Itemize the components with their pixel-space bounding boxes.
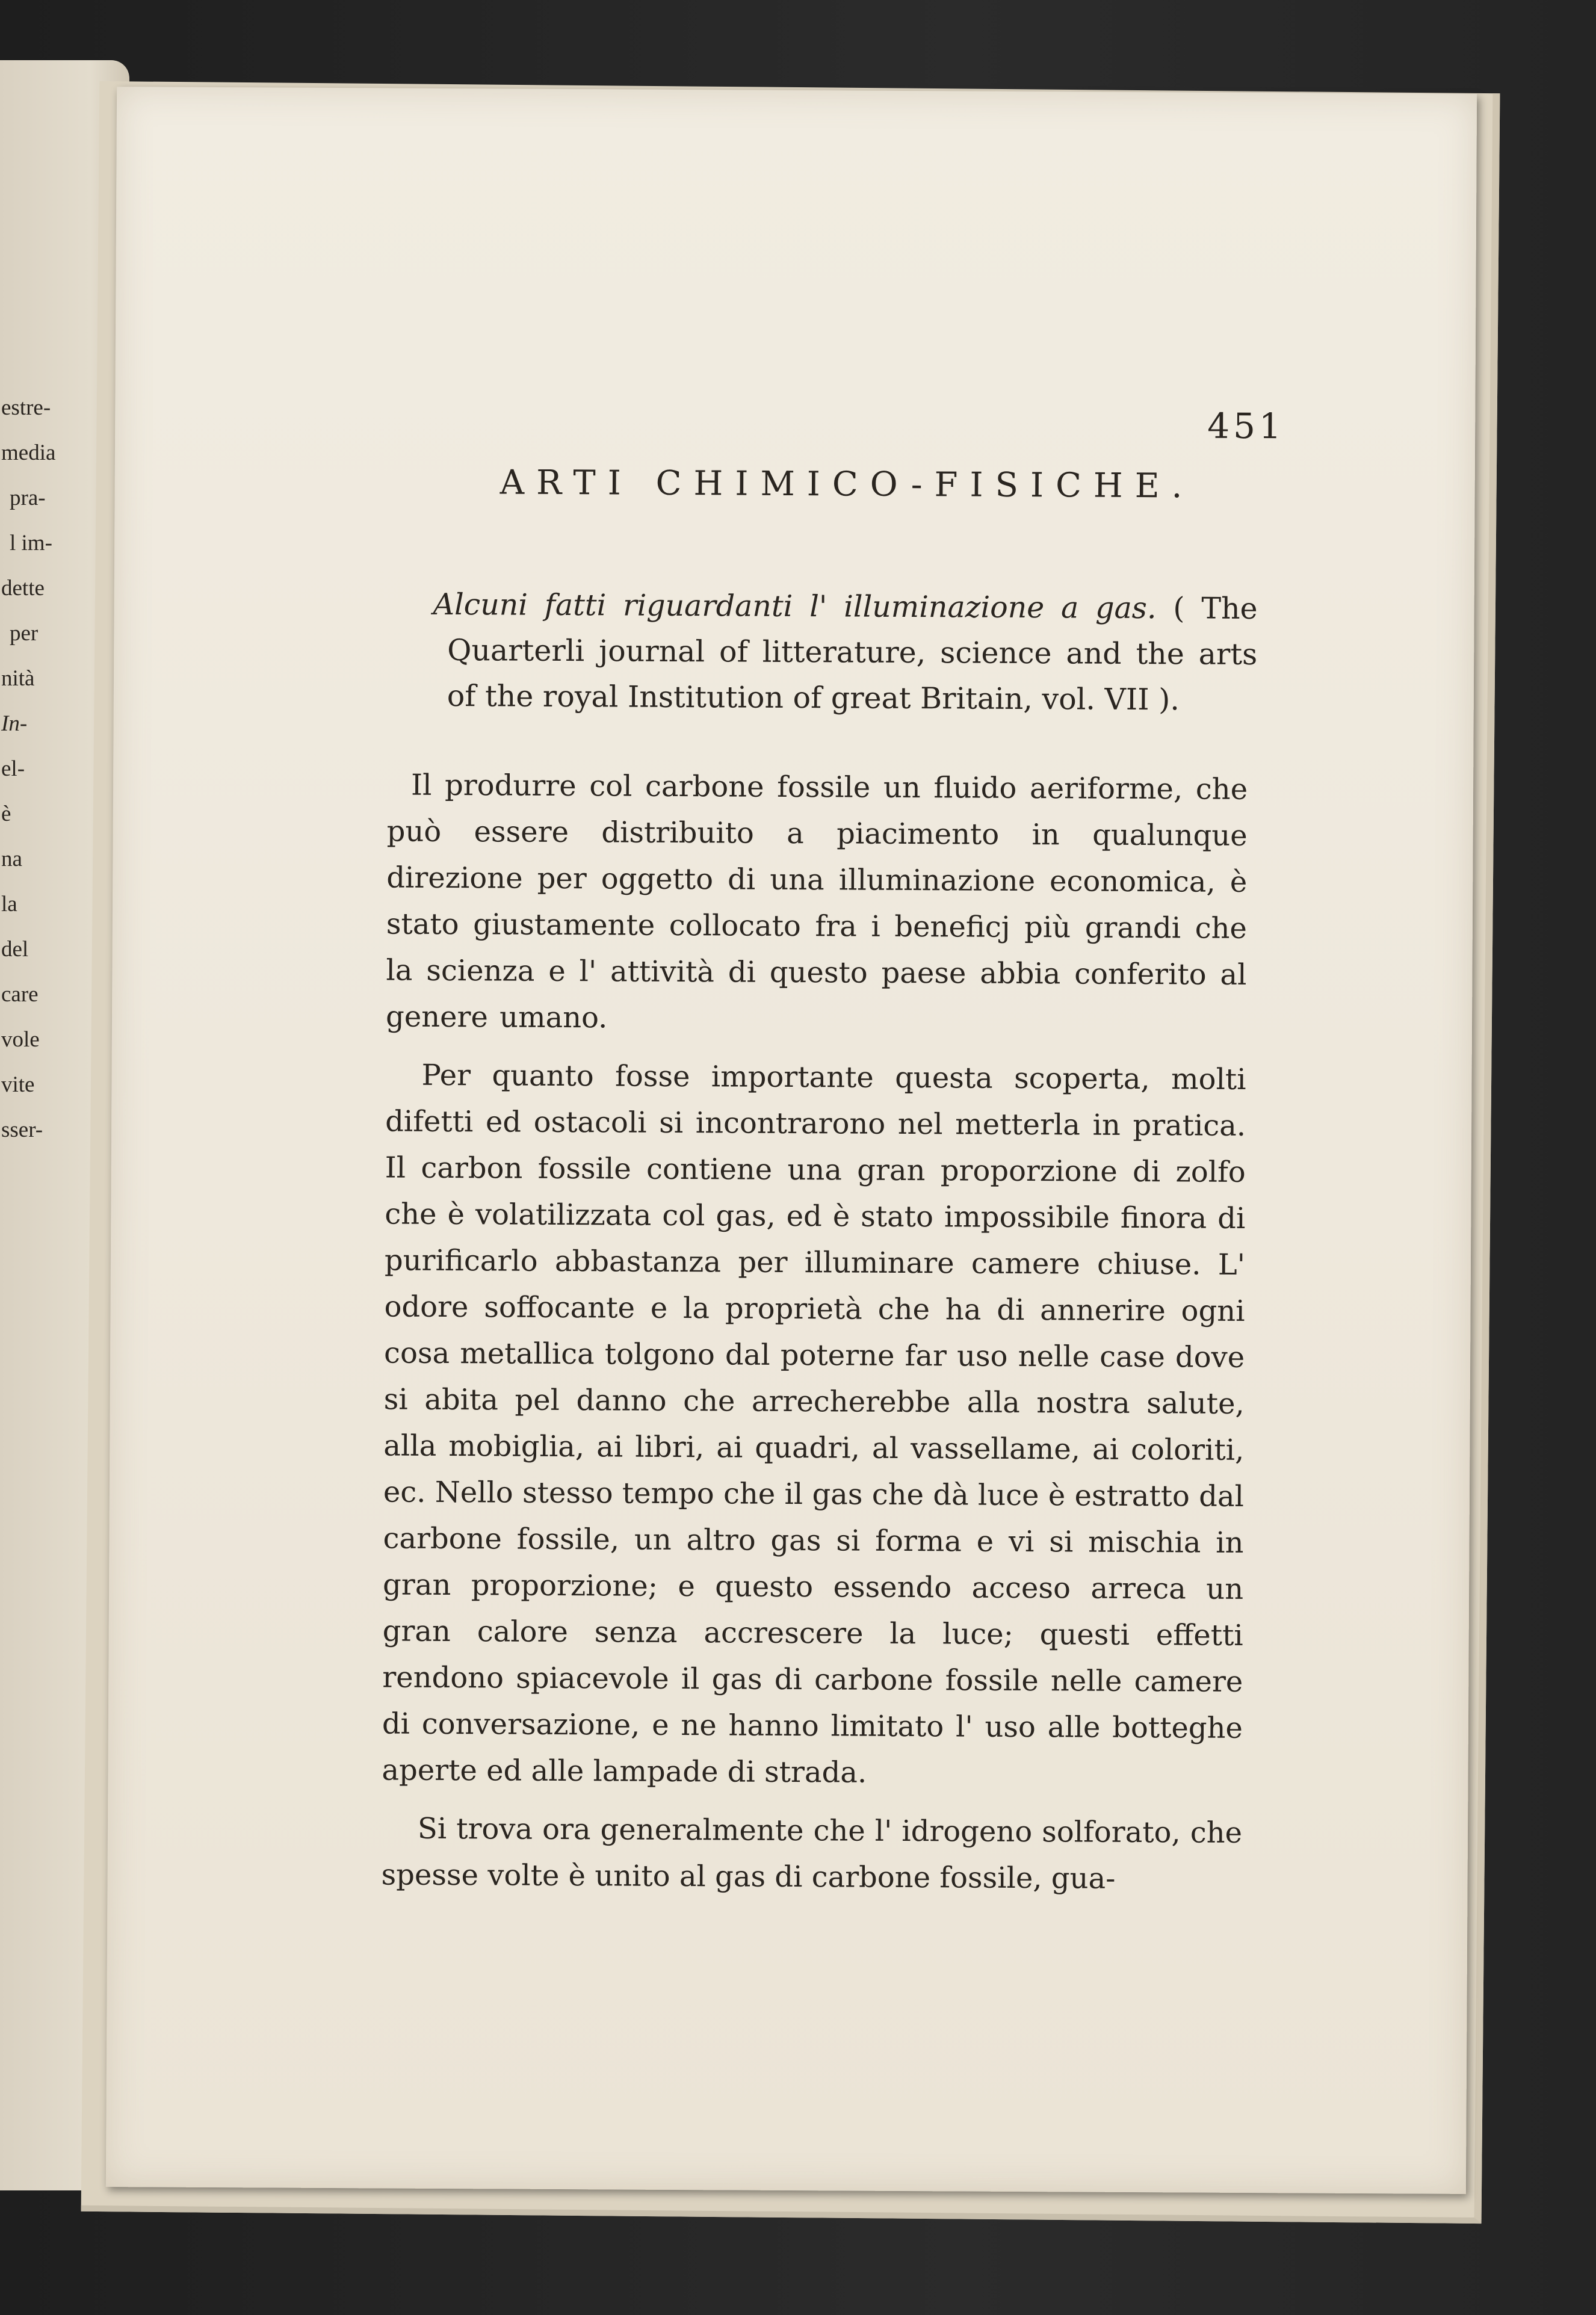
margin-word: la xyxy=(1,892,17,916)
citation-source-start: ( The xyxy=(1173,591,1258,626)
margin-word: dette xyxy=(1,576,45,601)
margin-word: l im- xyxy=(10,531,52,555)
margin-word: care xyxy=(1,982,39,1007)
margin-word: vite xyxy=(1,1072,35,1097)
margin-word: na xyxy=(1,847,22,871)
margin-word: In- xyxy=(1,711,28,736)
section-title: ARTI CHIMICO-FISICHE. xyxy=(500,463,1195,506)
citation-line: Quarterli journal of litterature, science and the arts xyxy=(447,632,1258,672)
page-number: 451 xyxy=(1207,405,1285,447)
margin-word: nità xyxy=(1,666,35,691)
body-text xyxy=(381,762,1248,1902)
left-margin-words xyxy=(1,385,67,1152)
margin-word: el- xyxy=(1,756,25,781)
paragraph: Per quanto fosse importante questa scoperta, molti difetti ed ostacoli si incontrarono nel metterla in pratica. Il carbon fossile contiene una gran proporzione di zolfo che è volatilizzata col gas, ed è stato impossibile finora di purificarlo abbastanza per illuminare camere chiuse. L' odore soffocante e la proprietà che ha di annerire ogni cosa metallica tolgono dal poterne far uso nelle case dove si abita pel danno che arrecherebbe alla nostra salute, alla mobiglia, ai libri, ai quadri, al vassellame, ai coloriti, ec. Nello stesso tempo che il gas che dà luce è estratto dal carbone fossile, un altro gas si forma e vi si mischia in gran proporzione; e questo essendo acceso arreca un gran calore senza accrescere la luce; questi effetti rendono spiacevole il gas di carbone fossile nelle camere di conversazione, e ne hanno limitato l' uso alle botteghe aperte ed alle lampade di strada. xyxy=(382,1058,1246,1790)
book-page xyxy=(106,87,1477,2194)
margin-word: per xyxy=(10,621,39,646)
citation-title: Alcuni fatti riguardanti l' illuminazione a gas. xyxy=(433,587,1157,626)
margin-word: vole xyxy=(1,1027,40,1052)
margin-word: media xyxy=(1,440,56,465)
margin-word: è xyxy=(1,802,11,826)
margin-word: pra- xyxy=(10,486,46,510)
article-citation xyxy=(433,582,1258,723)
paragraph: Il produrre col carbone fossile un fluido aeriforme, che può essere distribuito a piacimento in qualunque direzione per oggetto di una illuminazione economica, è stato giustamente collocato fra i beneficj più grandi che la scienza e l' attività di questo paese abbia conferito al genere umano. xyxy=(385,768,1248,1035)
margin-word: estre- xyxy=(1,395,51,420)
paragraph: Si trova ora generalmente che l' idrogeno solforato, che spesse volte è unito al gas di carbone fossile, gua- xyxy=(381,1811,1243,1896)
citation-line: of the royal Institution of great Britain, vol. VII ). xyxy=(447,678,1180,717)
margin-word: sser- xyxy=(1,1117,43,1142)
margin-word: del xyxy=(1,937,29,962)
